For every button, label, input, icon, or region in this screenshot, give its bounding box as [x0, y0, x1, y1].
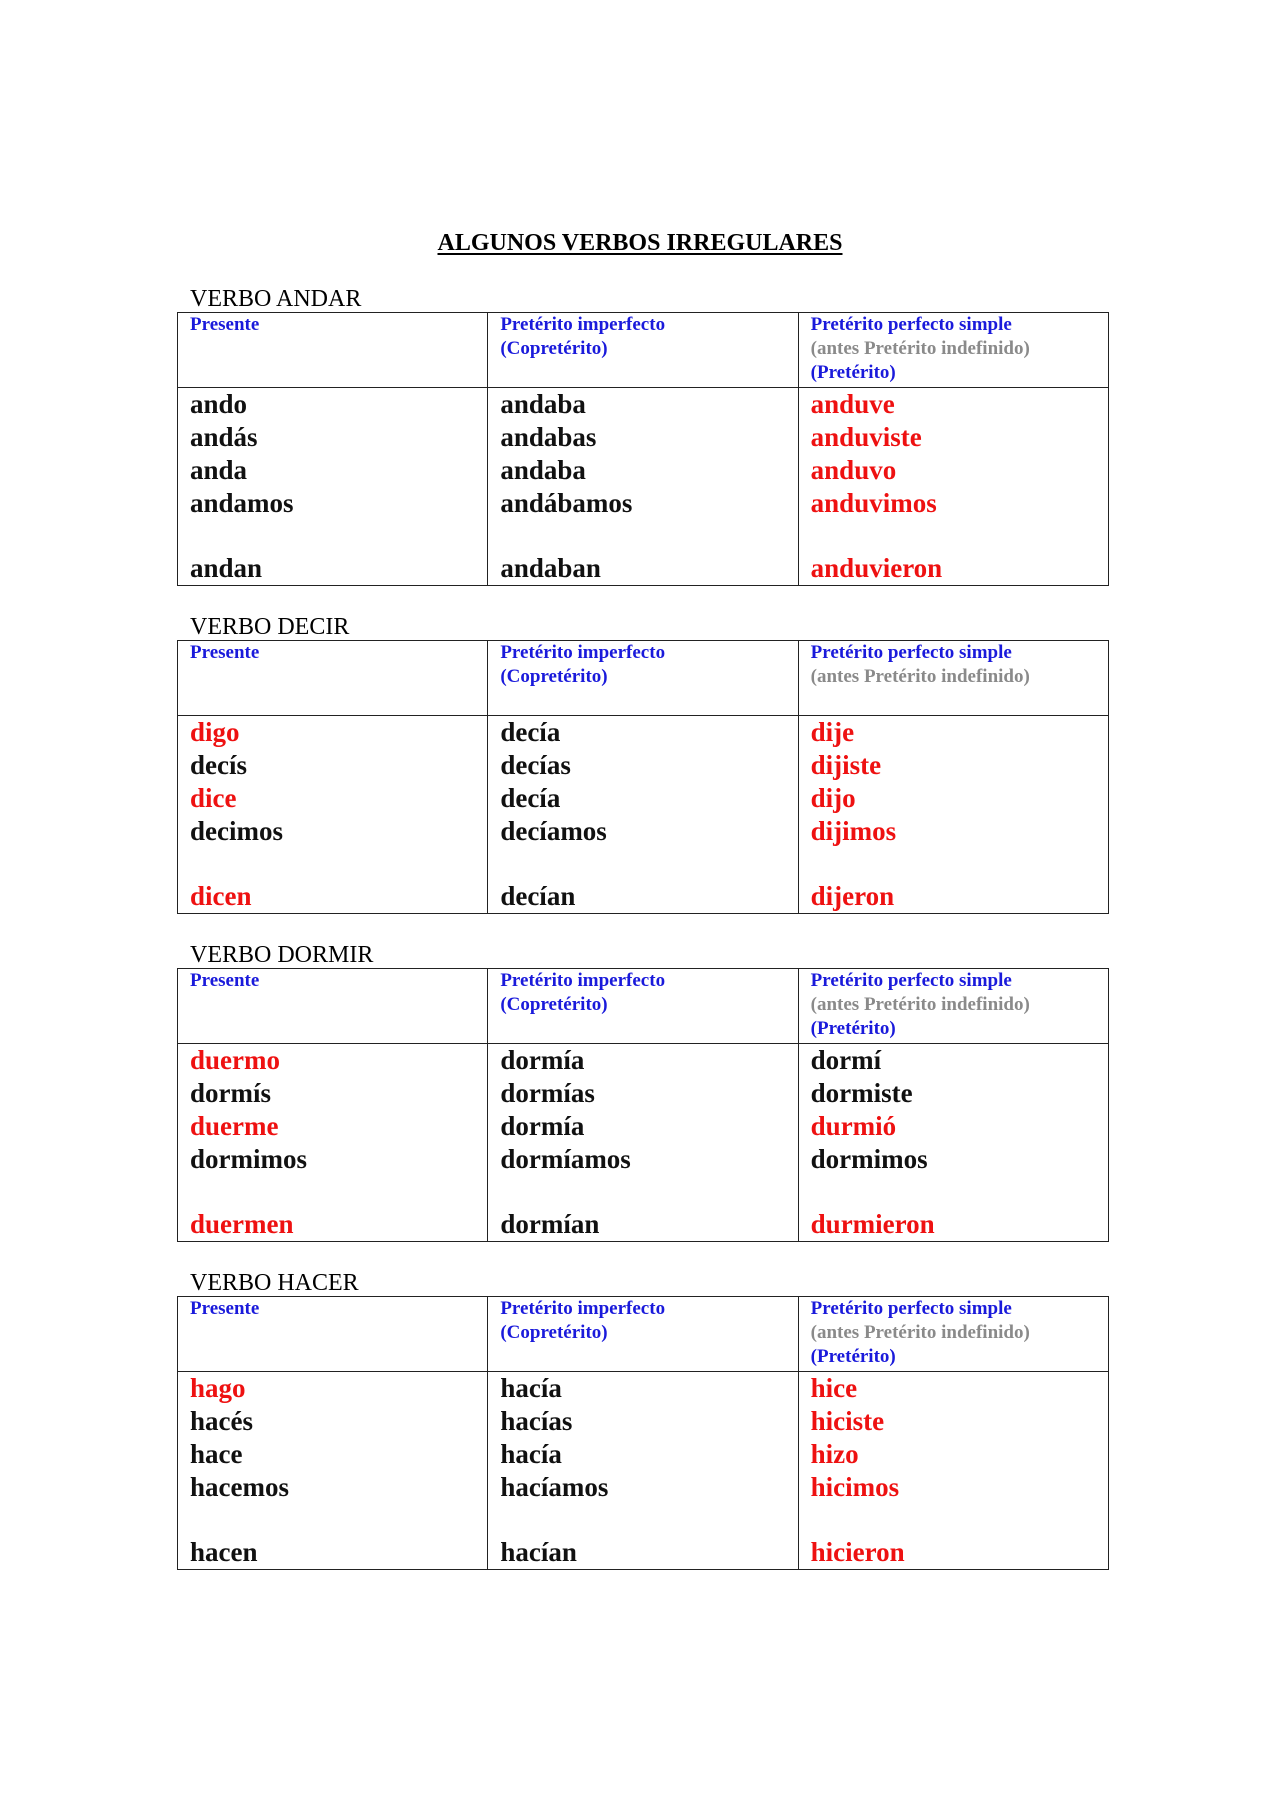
- page-title: ALGUNOS VERBOS IRREGULARES: [437, 230, 843, 256]
- irregular-form: dijimos: [810, 816, 897, 846]
- irregular-form: dicen: [190, 881, 252, 911]
- regular-form: hacíamos: [500, 1472, 609, 1502]
- regular-form: andábamos: [500, 488, 633, 518]
- regular-form: ando: [190, 389, 248, 419]
- irregular-form: dijiste: [810, 750, 882, 780]
- verb-block-hacer: [177, 1270, 1109, 1570]
- irregular-form: hicimos: [810, 1472, 900, 1502]
- regular-form: andabas: [500, 422, 597, 452]
- regular-form: hacía: [500, 1373, 562, 1403]
- irregular-form: duerme: [190, 1111, 279, 1141]
- regular-form: dormiste: [810, 1078, 913, 1108]
- irregular-form: hicieron: [810, 1537, 905, 1567]
- header-row: [178, 313, 1109, 388]
- header-label: Pretérito perfecto simple: [810, 314, 1012, 335]
- irregular-form: anduve: [810, 389, 895, 419]
- verb-block-decir: [177, 614, 1109, 914]
- regular-form: decían: [500, 881, 576, 911]
- header-note: (antes Pretérito indefinido): [810, 338, 1030, 359]
- header-sublabel: (Pretérito): [810, 362, 896, 383]
- verb-heading: VERBO DORMIR: [190, 942, 374, 968]
- header-presente: [178, 1297, 488, 1372]
- regular-form: dormía: [500, 1111, 585, 1141]
- irregular-form: hizo: [810, 1439, 859, 1469]
- regular-form: dormía: [500, 1045, 585, 1075]
- column-presente: [178, 1372, 488, 1570]
- header-label: Pretérito perfecto simple: [810, 642, 1012, 663]
- irregular-form: dije: [810, 717, 855, 747]
- header-imperfecto: [488, 969, 798, 1044]
- regular-form: dormíamos: [500, 1144, 631, 1174]
- irregular-form: anduvo: [810, 455, 897, 485]
- header-label: Pretérito imperfecto: [500, 1298, 666, 1319]
- verb-heading: VERBO ANDAR: [190, 286, 362, 312]
- forms-row: [178, 1372, 1109, 1570]
- verb-block-andar: [177, 286, 1109, 586]
- header-label: Pretérito perfecto simple: [810, 1298, 1012, 1319]
- regular-form: decía: [500, 717, 561, 747]
- irregular-form: digo: [190, 717, 240, 747]
- irregular-form: anduvimos: [810, 488, 937, 518]
- header-presente: [178, 641, 488, 716]
- header-imperfecto: [488, 1297, 798, 1372]
- header-perfecto: [798, 641, 1108, 716]
- regular-form: dormí: [810, 1045, 882, 1075]
- regular-form: hacés: [190, 1406, 253, 1436]
- regular-form: decimos: [190, 816, 283, 846]
- header-imperfecto: [488, 313, 798, 388]
- header-sublabel: (Copretérito): [500, 994, 608, 1015]
- regular-form: hacían: [500, 1537, 577, 1567]
- regular-form: hacemos: [190, 1472, 289, 1502]
- irregular-form: durmieron: [810, 1209, 935, 1239]
- header-presente: [178, 313, 488, 388]
- conjugation-table: [177, 312, 1109, 586]
- header-label: Presente: [190, 1298, 260, 1319]
- header-perfecto: [798, 313, 1108, 388]
- forms-row: [178, 716, 1109, 914]
- forms-row: [178, 388, 1109, 586]
- irregular-form: duermo: [190, 1045, 280, 1075]
- column-presente: [178, 716, 488, 914]
- header-perfecto: [798, 969, 1108, 1044]
- header-imperfecto: [488, 641, 798, 716]
- column-imperfecto: [488, 1044, 798, 1242]
- conjugation-table: [177, 640, 1109, 914]
- forms-row: [178, 1044, 1109, 1242]
- column-imperfecto: [488, 1372, 798, 1570]
- irregular-form: hago: [190, 1373, 246, 1403]
- column-perfecto: [798, 1044, 1108, 1242]
- header-perfecto: [798, 1297, 1108, 1372]
- regular-form: decíamos: [500, 816, 607, 846]
- verb-block-dormir: [177, 942, 1109, 1242]
- regular-form: anda: [190, 455, 248, 485]
- column-presente: [178, 1044, 488, 1242]
- column-imperfecto: [488, 716, 798, 914]
- header-presente: [178, 969, 488, 1044]
- header-label: Presente: [190, 970, 260, 991]
- regular-form: decís: [190, 750, 247, 780]
- regular-form: dormimos: [190, 1144, 307, 1174]
- irregular-form: anduvieron: [810, 553, 943, 583]
- irregular-form: duermen: [190, 1209, 294, 1239]
- regular-form: andaba: [500, 455, 586, 485]
- regular-form: hacías: [500, 1406, 573, 1436]
- header-label: Pretérito imperfecto: [500, 642, 666, 663]
- header-label: Pretérito perfecto simple: [810, 970, 1012, 991]
- header-row: [178, 641, 1109, 716]
- column-perfecto: [798, 716, 1108, 914]
- regular-form: decías: [500, 750, 571, 780]
- irregular-form: hice: [810, 1373, 858, 1403]
- regular-form: dormías: [500, 1078, 595, 1108]
- header-sublabel: (Copretérito): [500, 338, 608, 359]
- column-imperfecto: [488, 388, 798, 586]
- header-sublabel: (Copretérito): [500, 1322, 608, 1343]
- regular-form: andaban: [500, 553, 601, 583]
- irregular-form: hiciste: [810, 1406, 885, 1436]
- regular-form: andan: [190, 553, 263, 583]
- column-perfecto: [798, 1372, 1108, 1570]
- header-row: [178, 1297, 1109, 1372]
- irregular-form: durmió: [810, 1111, 897, 1141]
- header-sublabel: (Pretérito): [810, 1018, 896, 1039]
- column-presente: [178, 388, 488, 586]
- header-sublabel: (Copretérito): [500, 666, 608, 687]
- header-label: Presente: [190, 314, 260, 335]
- regular-form: hacía: [500, 1439, 562, 1469]
- regular-form: dormían: [500, 1209, 600, 1239]
- header-row: [178, 969, 1109, 1044]
- header-sublabel: (Pretérito): [810, 1346, 896, 1367]
- regular-form: dormimos: [810, 1144, 928, 1174]
- regular-form: andás: [190, 422, 258, 452]
- header-label: Presente: [190, 642, 260, 663]
- conjugation-table: [177, 968, 1109, 1242]
- irregular-form: anduviste: [810, 422, 922, 452]
- regular-form: hace: [190, 1439, 243, 1469]
- regular-form: andaba: [500, 389, 586, 419]
- irregular-form: dijeron: [810, 881, 895, 911]
- header-note: (antes Pretérito indefinido): [810, 1322, 1030, 1343]
- regular-form: hacen: [190, 1537, 258, 1567]
- regular-form: dormís: [190, 1078, 271, 1108]
- column-perfecto: [798, 388, 1108, 586]
- header-note: (antes Pretérito indefinido): [810, 666, 1030, 687]
- header-label: Pretérito imperfecto: [500, 970, 666, 991]
- verb-heading: VERBO HACER: [190, 1270, 359, 1296]
- irregular-form: dijo: [810, 783, 856, 813]
- conjugation-table: [177, 1296, 1109, 1570]
- verb-heading: VERBO DECIR: [190, 614, 350, 640]
- regular-form: andamos: [190, 488, 294, 518]
- irregular-form: dice: [190, 783, 237, 813]
- regular-form: decía: [500, 783, 561, 813]
- header-note: (antes Pretérito indefinido): [810, 994, 1030, 1015]
- header-label: Pretérito imperfecto: [500, 314, 666, 335]
